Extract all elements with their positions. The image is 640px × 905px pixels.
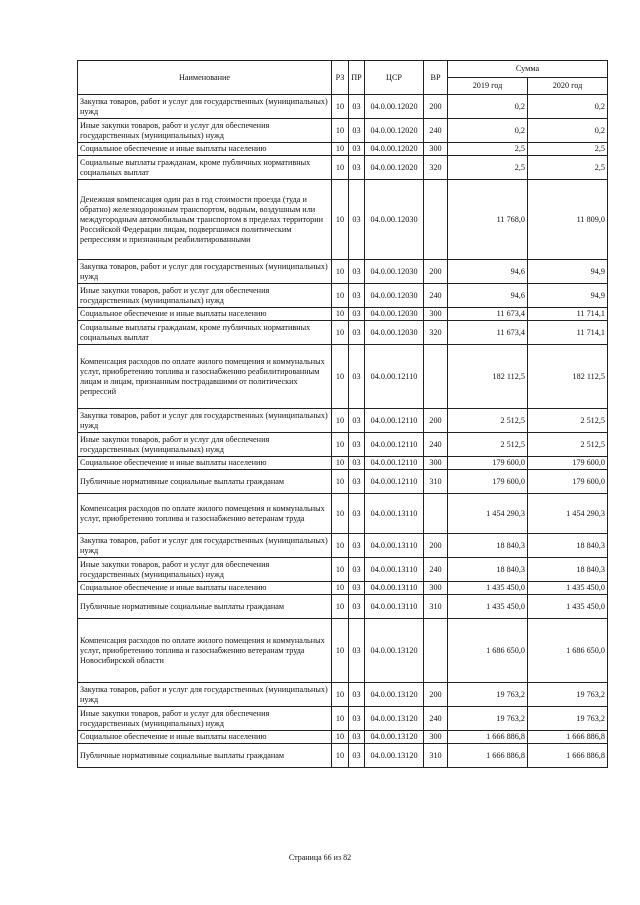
cell-rz: 10 bbox=[332, 683, 349, 707]
cell-vr: 240 bbox=[424, 119, 448, 143]
cell-name: Компенсация расходов по оплате жилого помещения и коммунальных услуг, приобретению топлива и газоснабжению ветеранам труда Новосибирской области bbox=[78, 619, 332, 683]
cell-vr: 320 bbox=[424, 321, 448, 345]
cell-2020: 2 512,5 bbox=[528, 433, 608, 457]
cell-2020: 18 840,3 bbox=[528, 534, 608, 558]
cell-2019: 11 673,4 bbox=[448, 308, 528, 321]
cell-csr: 04.0.00.13110 bbox=[365, 595, 424, 619]
cell-pr: 03 bbox=[349, 156, 365, 180]
cell-2019: 182 112,5 bbox=[448, 345, 528, 409]
header-pr: ПР bbox=[349, 61, 365, 95]
cell-csr: 04.0.00.13110 bbox=[365, 558, 424, 582]
cell-pr: 03 bbox=[349, 619, 365, 683]
table-row bbox=[78, 156, 608, 180]
cell-csr: 04.0.00.13120 bbox=[365, 744, 424, 768]
cell-csr: 04.0.00.13110 bbox=[365, 582, 424, 595]
cell-2019: 1 435 450,0 bbox=[448, 582, 528, 595]
cell-vr: 240 bbox=[424, 707, 448, 731]
cell-name: Иные закупки товаров, работ и услуг для обеспечения государственных (муниципальных) нужд bbox=[78, 707, 332, 731]
table-row bbox=[78, 180, 608, 260]
cell-2020: 1 666 886,8 bbox=[528, 744, 608, 768]
cell-vr bbox=[424, 345, 448, 409]
cell-name: Компенсация расходов по оплате жилого помещения и коммунальных услуг, приобретению топлива и газоснабжению ветеранам труда bbox=[78, 494, 332, 534]
cell-rz: 10 bbox=[332, 119, 349, 143]
cell-2020: 1 435 450,0 bbox=[528, 582, 608, 595]
cell-2020: 1 454 290,3 bbox=[528, 494, 608, 534]
cell-rz: 10 bbox=[332, 95, 349, 119]
cell-vr: 300 bbox=[424, 582, 448, 595]
cell-name: Социальные выплаты гражданам, кроме публичных нормативных социальных выплат bbox=[78, 321, 332, 345]
cell-name: Социальные выплаты гражданам, кроме публичных нормативных социальных выплат bbox=[78, 156, 332, 180]
cell-name: Иные закупки товаров, работ и услуг для обеспечения государственных (муниципальных) нужд bbox=[78, 433, 332, 457]
cell-pr: 03 bbox=[349, 707, 365, 731]
table-row bbox=[78, 409, 608, 433]
cell-name: Закупка товаров, работ и услуг для государственных (муниципальных) нужд bbox=[78, 534, 332, 558]
cell-2020: 0,2 bbox=[528, 95, 608, 119]
cell-pr: 03 bbox=[349, 143, 365, 156]
table-row bbox=[78, 707, 608, 731]
table-row bbox=[78, 308, 608, 321]
cell-vr bbox=[424, 494, 448, 534]
cell-rz: 10 bbox=[332, 470, 349, 494]
cell-rz: 10 bbox=[332, 433, 349, 457]
table-row bbox=[78, 683, 608, 707]
cell-rz: 10 bbox=[332, 558, 349, 582]
cell-2020: 2,5 bbox=[528, 156, 608, 180]
cell-name: Закупка товаров, работ и услуг для государственных (муниципальных) нужд bbox=[78, 95, 332, 119]
cell-vr: 300 bbox=[424, 143, 448, 156]
cell-2019: 94,6 bbox=[448, 260, 528, 284]
cell-2019: 2 512,5 bbox=[448, 409, 528, 433]
table-row bbox=[78, 595, 608, 619]
cell-pr: 03 bbox=[349, 744, 365, 768]
page-number: Страница 66 из 82 bbox=[288, 853, 352, 862]
table-row bbox=[78, 284, 608, 308]
cell-csr: 04.0.00.12110 bbox=[365, 433, 424, 457]
cell-2020: 1 435 450,0 bbox=[528, 595, 608, 619]
table-row bbox=[78, 744, 608, 768]
cell-rz: 10 bbox=[332, 534, 349, 558]
cell-csr: 04.0.00.12020 bbox=[365, 119, 424, 143]
cell-2019: 0,2 bbox=[448, 119, 528, 143]
cell-2020: 11 714,1 bbox=[528, 321, 608, 345]
cell-pr: 03 bbox=[349, 284, 365, 308]
cell-2020: 0,2 bbox=[528, 119, 608, 143]
cell-pr: 03 bbox=[349, 95, 365, 119]
table-row bbox=[78, 345, 608, 409]
cell-2019: 2 512,5 bbox=[448, 433, 528, 457]
cell-rz: 10 bbox=[332, 284, 349, 308]
cell-pr: 03 bbox=[349, 119, 365, 143]
table-row bbox=[78, 619, 608, 683]
cell-name: Социальное обеспечение и иные выплаты населению bbox=[78, 457, 332, 470]
cell-pr: 03 bbox=[349, 180, 365, 260]
cell-2020: 94,9 bbox=[528, 284, 608, 308]
cell-rz: 10 bbox=[332, 308, 349, 321]
cell-pr: 03 bbox=[349, 470, 365, 494]
table-row bbox=[78, 95, 608, 119]
cell-pr: 03 bbox=[349, 534, 365, 558]
cell-2019: 18 840,3 bbox=[448, 558, 528, 582]
cell-2019: 179 600,0 bbox=[448, 470, 528, 494]
table-row bbox=[78, 582, 608, 595]
cell-name: Социальное обеспечение и иные выплаты населению bbox=[78, 731, 332, 744]
cell-2019: 0,2 bbox=[448, 95, 528, 119]
cell-2019: 2,5 bbox=[448, 143, 528, 156]
cell-rz: 10 bbox=[332, 260, 349, 284]
cell-name: Публичные нормативные социальные выплаты гражданам bbox=[78, 744, 332, 768]
cell-2020: 179 600,0 bbox=[528, 470, 608, 494]
cell-rz: 10 bbox=[332, 345, 349, 409]
cell-csr: 04.0.00.13120 bbox=[365, 619, 424, 683]
cell-2020: 94,9 bbox=[528, 260, 608, 284]
cell-vr: 320 bbox=[424, 156, 448, 180]
cell-vr: 200 bbox=[424, 534, 448, 558]
cell-2019: 11 673,4 bbox=[448, 321, 528, 345]
cell-pr: 03 bbox=[349, 731, 365, 744]
header-sum: Сумма bbox=[448, 61, 608, 78]
cell-csr: 04.0.00.12030 bbox=[365, 260, 424, 284]
cell-csr: 04.0.00.12030 bbox=[365, 180, 424, 260]
cell-rz: 10 bbox=[332, 494, 349, 534]
cell-vr: 200 bbox=[424, 260, 448, 284]
cell-2020: 2,5 bbox=[528, 143, 608, 156]
cell-2019: 2,5 bbox=[448, 156, 528, 180]
cell-csr: 04.0.00.13120 bbox=[365, 707, 424, 731]
table-row bbox=[78, 470, 608, 494]
cell-csr: 04.0.00.13120 bbox=[365, 683, 424, 707]
cell-2019: 1 435 450,0 bbox=[448, 595, 528, 619]
table-row bbox=[78, 558, 608, 582]
cell-rz: 10 bbox=[332, 156, 349, 180]
table-row bbox=[78, 494, 608, 534]
budget-table bbox=[77, 60, 608, 768]
cell-vr: 240 bbox=[424, 558, 448, 582]
cell-name: Иные закупки товаров, работ и услуг для обеспечения государственных (муниципальных) нужд bbox=[78, 119, 332, 143]
cell-csr: 04.0.00.12020 bbox=[365, 95, 424, 119]
cell-2019: 11 768,0 bbox=[448, 180, 528, 260]
table-row bbox=[78, 143, 608, 156]
cell-pr: 03 bbox=[349, 321, 365, 345]
cell-rz: 10 bbox=[332, 595, 349, 619]
cell-csr: 04.0.00.12030 bbox=[365, 284, 424, 308]
cell-2019: 94,6 bbox=[448, 284, 528, 308]
cell-2019: 19 763,2 bbox=[448, 707, 528, 731]
header-2019: 2019 год bbox=[448, 78, 528, 95]
cell-rz: 10 bbox=[332, 744, 349, 768]
cell-pr: 03 bbox=[349, 595, 365, 619]
cell-vr: 310 bbox=[424, 470, 448, 494]
cell-pr: 03 bbox=[349, 433, 365, 457]
cell-rz: 10 bbox=[332, 143, 349, 156]
header-name: Наименование bbox=[78, 61, 332, 95]
cell-2019: 1 686 650,0 bbox=[448, 619, 528, 683]
cell-csr: 04.0.00.13120 bbox=[365, 731, 424, 744]
cell-2020: 179 600,0 bbox=[528, 457, 608, 470]
table-row bbox=[78, 731, 608, 744]
cell-2020: 1 686 650,0 bbox=[528, 619, 608, 683]
cell-name: Закупка товаров, работ и услуг для государственных (муниципальных) нужд bbox=[78, 409, 332, 433]
cell-csr: 04.0.00.12020 bbox=[365, 156, 424, 180]
cell-pr: 03 bbox=[349, 308, 365, 321]
cell-2019: 179 600,0 bbox=[448, 457, 528, 470]
cell-csr: 04.0.00.12110 bbox=[365, 470, 424, 494]
cell-name: Публичные нормативные социальные выплаты гражданам bbox=[78, 470, 332, 494]
cell-pr: 03 bbox=[349, 558, 365, 582]
cell-name: Публичные нормативные социальные выплаты гражданам bbox=[78, 595, 332, 619]
cell-pr: 03 bbox=[349, 494, 365, 534]
cell-rz: 10 bbox=[332, 180, 349, 260]
cell-name: Компенсация расходов по оплате жилого помещения и коммунальных услуг, приобретению топлива и газоснабжению реабилитированным лицам и лицам, признанным пострадавшими от политических репрессий bbox=[78, 345, 332, 409]
cell-csr: 04.0.00.12030 bbox=[365, 308, 424, 321]
cell-2019: 19 763,2 bbox=[448, 683, 528, 707]
cell-pr: 03 bbox=[349, 683, 365, 707]
header-csr: ЦСР bbox=[365, 61, 424, 95]
cell-name: Социальное обеспечение и иные выплаты населению bbox=[78, 143, 332, 156]
cell-rz: 10 bbox=[332, 321, 349, 345]
cell-2019: 18 840,3 bbox=[448, 534, 528, 558]
cell-vr: 310 bbox=[424, 595, 448, 619]
cell-2019: 1 666 886,8 bbox=[448, 744, 528, 768]
cell-2020: 19 763,2 bbox=[528, 683, 608, 707]
cell-vr: 240 bbox=[424, 433, 448, 457]
header-vr: ВР bbox=[424, 61, 448, 95]
cell-vr: 300 bbox=[424, 308, 448, 321]
cell-name: Иные закупки товаров, работ и услуг для обеспечения государственных (муниципальных) нужд bbox=[78, 284, 332, 308]
cell-name: Закупка товаров, работ и услуг для государственных (муниципальных) нужд bbox=[78, 683, 332, 707]
cell-2020: 1 666 886,8 bbox=[528, 731, 608, 744]
cell-2020: 11 809,0 bbox=[528, 180, 608, 260]
cell-name: Закупка товаров, работ и услуг для государственных (муниципальных) нужд bbox=[78, 260, 332, 284]
cell-2020: 18 840,3 bbox=[528, 558, 608, 582]
table-body bbox=[78, 95, 608, 768]
cell-name: Денежная компенсация один раз в год стоимости проезда (туда и обратно) железнодорожным транспортом, водным, воздушным или междугородным автомобильным транспортом в пределах территории Российской Федерации лицам, подвергшимся политическим репрессиям и признанным реабилитированными bbox=[78, 180, 332, 260]
cell-rz: 10 bbox=[332, 619, 349, 683]
table-row bbox=[78, 457, 608, 470]
cell-name: Иные закупки товаров, работ и услуг для обеспечения государственных (муниципальных) нужд bbox=[78, 558, 332, 582]
table-row bbox=[78, 534, 608, 558]
cell-vr bbox=[424, 180, 448, 260]
cell-csr: 04.0.00.13110 bbox=[365, 534, 424, 558]
cell-rz: 10 bbox=[332, 457, 349, 470]
cell-vr: 200 bbox=[424, 95, 448, 119]
cell-2020: 19 763,2 bbox=[528, 707, 608, 731]
cell-2019: 1 666 886,8 bbox=[448, 731, 528, 744]
cell-vr: 240 bbox=[424, 284, 448, 308]
table-row bbox=[78, 260, 608, 284]
table-row bbox=[78, 433, 608, 457]
cell-2020: 11 714,1 bbox=[528, 308, 608, 321]
table-row bbox=[78, 119, 608, 143]
cell-pr: 03 bbox=[349, 582, 365, 595]
cell-rz: 10 bbox=[332, 582, 349, 595]
cell-name: Социальное обеспечение и иные выплаты населению bbox=[78, 582, 332, 595]
cell-csr: 04.0.00.12110 bbox=[365, 345, 424, 409]
cell-vr: 310 bbox=[424, 744, 448, 768]
cell-rz: 10 bbox=[332, 409, 349, 433]
cell-vr bbox=[424, 619, 448, 683]
header-2020: 2020 год bbox=[528, 78, 608, 95]
header-rz: РЗ bbox=[332, 61, 349, 95]
cell-pr: 03 bbox=[349, 409, 365, 433]
cell-pr: 03 bbox=[349, 345, 365, 409]
cell-vr: 200 bbox=[424, 409, 448, 433]
cell-rz: 10 bbox=[332, 731, 349, 744]
table-row bbox=[78, 321, 608, 345]
cell-2020: 2 512,5 bbox=[528, 409, 608, 433]
cell-csr: 04.0.00.12110 bbox=[365, 457, 424, 470]
cell-csr: 04.0.00.12020 bbox=[365, 143, 424, 156]
cell-csr: 04.0.00.13110 bbox=[365, 494, 424, 534]
cell-rz: 10 bbox=[332, 707, 349, 731]
cell-pr: 03 bbox=[349, 260, 365, 284]
cell-vr: 200 bbox=[424, 683, 448, 707]
cell-2019: 1 454 290,3 bbox=[448, 494, 528, 534]
cell-csr: 04.0.00.12110 bbox=[365, 409, 424, 433]
cell-pr: 03 bbox=[349, 457, 365, 470]
cell-vr: 300 bbox=[424, 457, 448, 470]
cell-2020: 182 112,5 bbox=[528, 345, 608, 409]
cell-name: Социальное обеспечение и иные выплаты населению bbox=[78, 308, 332, 321]
cell-csr: 04.0.00.12030 bbox=[365, 321, 424, 345]
cell-vr: 300 bbox=[424, 731, 448, 744]
